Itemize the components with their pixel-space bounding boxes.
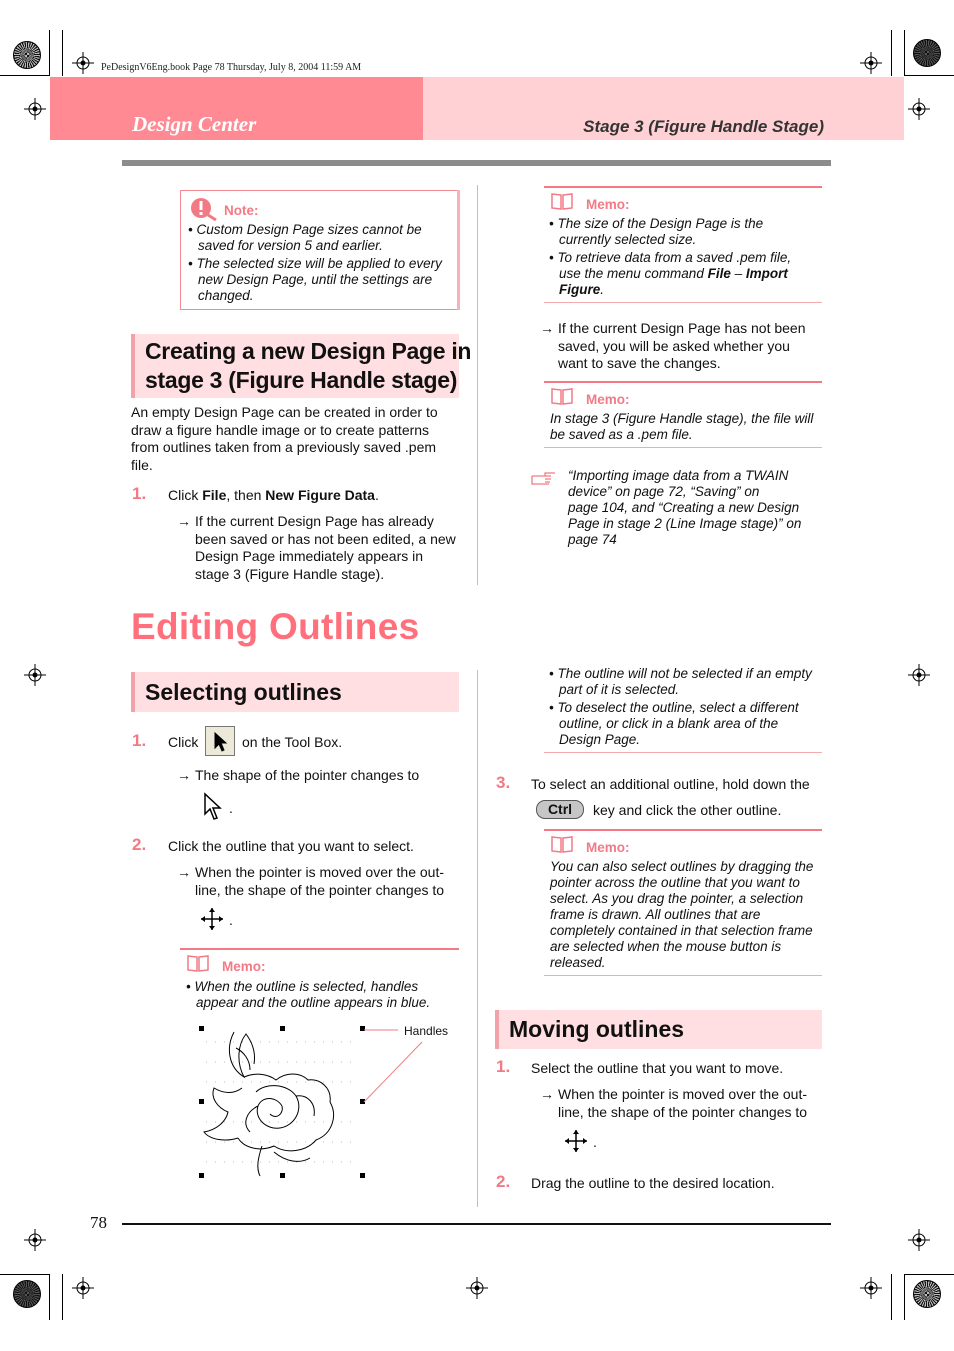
pointing-hand-icon bbox=[531, 470, 557, 486]
ctrl-key: Ctrl bbox=[536, 800, 584, 819]
handles-label: Handles bbox=[404, 1024, 449, 1038]
memo-top-rule bbox=[544, 381, 822, 383]
step-text: Click the outline that you want to select. bbox=[168, 838, 414, 854]
crosshair-icon bbox=[24, 98, 46, 120]
memo-bottom-rule bbox=[544, 447, 822, 448]
memo-heading: Memo: bbox=[586, 392, 630, 407]
step-number: 1. bbox=[132, 731, 147, 750]
memo-book-icon bbox=[187, 954, 209, 972]
memo-book-icon bbox=[551, 192, 573, 210]
step-result: The shape of the pointer changes to bbox=[195, 767, 420, 783]
memo-book-icon bbox=[551, 387, 573, 405]
main-title: Editing Outlines bbox=[131, 606, 420, 647]
note-item: • The selected size will be applied to every new Design Page, until the settings are changed. bbox=[188, 256, 442, 303]
memo-heading: Memo: bbox=[586, 840, 630, 855]
step-result: When the pointer is moved over the out- line, the shape of the pointer changes to bbox=[558, 1086, 808, 1120]
crosshair-icon bbox=[908, 1229, 930, 1251]
memo-text: • When the outline is selected, handles appear and the outline appears in blue. bbox=[186, 979, 431, 1010]
column-divider bbox=[477, 670, 478, 1207]
reference-text: “Importing image data from a TWAIN device” on page 72, “Saving” on page 104, and “Creating a new Design Page in stage 2 (Line Image stage)” on page 74 bbox=[568, 468, 802, 547]
result-arrow: → bbox=[540, 320, 554, 336]
crosshair-icon bbox=[24, 1229, 46, 1251]
step-text: Click File, then New Figure Data. bbox=[168, 487, 379, 503]
warning-icon bbox=[189, 197, 219, 221]
section-title: Creating a new Design Page in stage 3 (Figure Handle stage) bbox=[145, 338, 472, 393]
crosshair-icon bbox=[908, 664, 930, 686]
step-text: on the Tool Box. bbox=[242, 734, 343, 750]
step-number: 2. bbox=[132, 835, 147, 854]
move-cursor-icon bbox=[200, 907, 224, 931]
result-text: If the current Design Page has not been saved, you will be asked whether you want to save the changes. bbox=[558, 320, 806, 371]
memo-item: • To deselect the outline, select a different outline, or click in a blank area of the Design Page. bbox=[549, 700, 799, 747]
memo-item: • The size of the Design Page is the currently selected size. bbox=[549, 216, 764, 247]
result-arrow: → bbox=[177, 864, 191, 880]
section-intro: An empty Design Page can be created in order to draw a figure handle image or to create patterns from outlines taken from a previously saved .pem file. bbox=[131, 404, 438, 473]
arrow-pointer-icon bbox=[203, 792, 227, 822]
memo-bottom-rule bbox=[544, 975, 822, 976]
result-arrow: → bbox=[177, 513, 191, 529]
step-text: key and click the other outline. bbox=[593, 802, 782, 818]
column-divider bbox=[477, 185, 478, 585]
step-number: 1. bbox=[132, 484, 147, 503]
registration-disc-icon bbox=[13, 41, 41, 69]
memo-item: • To retrieve data from a saved .pem file, use the menu command File – Import Figure. bbox=[549, 250, 792, 297]
arrow-pointer-icon bbox=[214, 732, 228, 752]
step-number: 2. bbox=[496, 1172, 511, 1191]
select-tool-button[interactable] bbox=[205, 726, 235, 756]
memo-heading: Memo: bbox=[586, 197, 630, 212]
memo-text: You can also select outlines by dragging the pointer across the outline that you want to select. As you drag the pointer, a selection frame is drawn. All outlines that are completely contained in that selection frame are selected when the mouse button is released. bbox=[550, 859, 814, 970]
crosshair-icon bbox=[860, 1277, 882, 1299]
registration-disc-icon bbox=[913, 1280, 941, 1308]
memo-book-icon bbox=[551, 835, 573, 853]
period: . bbox=[229, 800, 233, 816]
memo-heading: Memo: bbox=[222, 959, 266, 974]
note-item: • Custom Design Page sizes cannot be saved for version 5 and earlier. bbox=[188, 222, 422, 253]
result-arrow: → bbox=[177, 767, 191, 783]
crosshair-icon bbox=[860, 52, 882, 74]
move-cursor-icon bbox=[564, 1129, 588, 1153]
rose-selection-illustration bbox=[196, 1022, 466, 1182]
crosshair-icon bbox=[24, 664, 46, 686]
page-number: 78 bbox=[90, 1213, 107, 1232]
crosshair-icon bbox=[72, 52, 94, 74]
section-title: Selecting outlines bbox=[145, 679, 342, 705]
memo-top-rule bbox=[544, 829, 822, 831]
period: . bbox=[229, 912, 233, 928]
registration-disc-icon bbox=[13, 1280, 41, 1308]
step-number: 3. bbox=[496, 773, 511, 792]
step-result: If the current Design Page has already been saved or has not been edited, a new Design Page immediately appears in stage 3 (Figure Handle stage). bbox=[195, 513, 456, 582]
memo-text: In stage 3 (Figure Handle stage), the file will be saved as a .pem file. bbox=[550, 411, 814, 442]
file-header: PeDesignV6Eng.book Page 78 Thursday, July 8, 2004 11:59 AM bbox=[101, 62, 362, 73]
step-text: Drag the outline to the desired location. bbox=[531, 1175, 775, 1191]
crosshair-icon bbox=[72, 1277, 94, 1299]
crosshair-icon bbox=[908, 98, 930, 120]
step-text: Click bbox=[168, 734, 199, 750]
crosshair-icon bbox=[466, 1277, 488, 1299]
result-arrow: → bbox=[540, 1086, 554, 1102]
bottom-rule bbox=[122, 1223, 831, 1225]
memo-top-rule bbox=[544, 186, 822, 188]
step-number: 1. bbox=[496, 1057, 511, 1076]
section-title: Moving outlines bbox=[509, 1016, 685, 1042]
step-text: Select the outline that you want to move. bbox=[531, 1060, 784, 1076]
memo-bottom-rule bbox=[544, 302, 822, 303]
memo-top-rule bbox=[180, 948, 459, 950]
period: . bbox=[593, 1134, 597, 1150]
step-text: To select an additional outline, hold down the bbox=[531, 776, 810, 792]
memo-item: • The outline will not be selected if an empty part of it is selected. bbox=[549, 666, 812, 697]
header-subtitle: Stage 3 (Figure Handle Stage) bbox=[583, 117, 824, 136]
note-box-bar bbox=[457, 190, 460, 310]
top-rule bbox=[122, 160, 831, 166]
memo-bottom-rule bbox=[544, 752, 822, 753]
note-heading: Note: bbox=[224, 203, 259, 218]
registration-disc-icon bbox=[913, 39, 941, 67]
step-result: When the pointer is moved over the out- line, the shape of the pointer changes to bbox=[195, 864, 445, 898]
header-title: Design Center bbox=[132, 112, 257, 136]
